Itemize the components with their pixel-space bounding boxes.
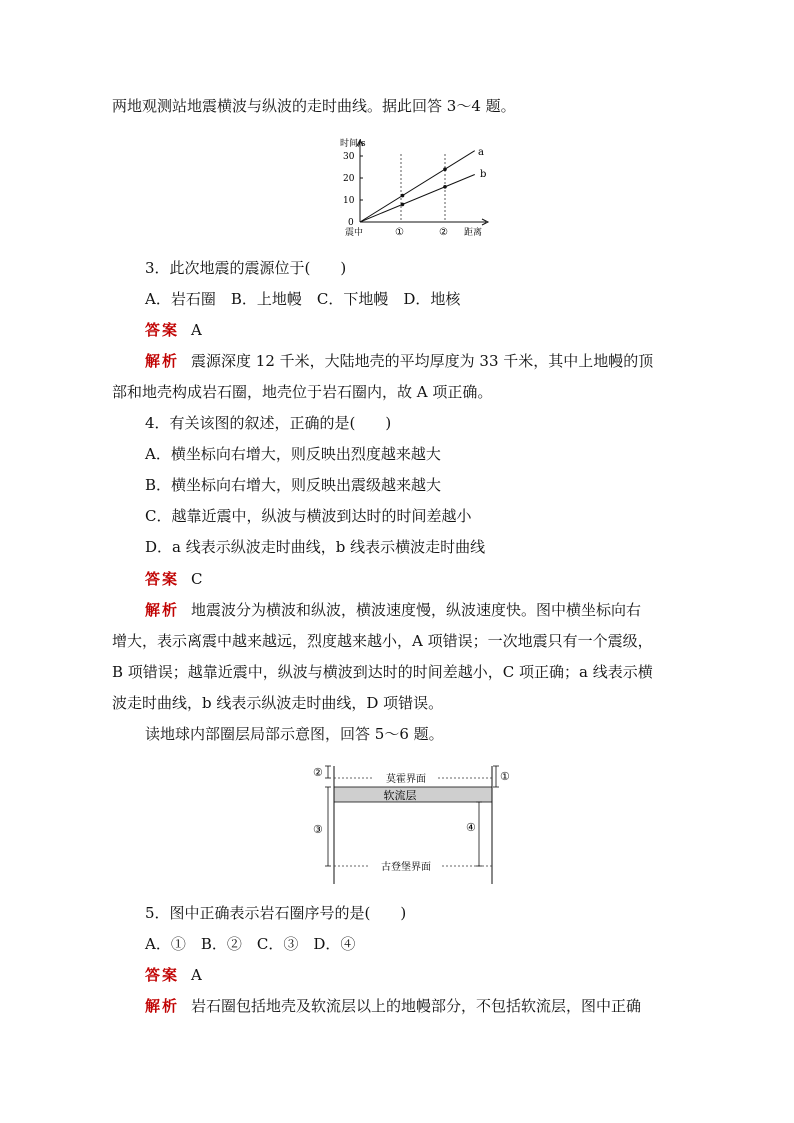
q4-option-c: C．越靠近震中，纵波与横波到达时的时间差越小 <box>145 507 472 525</box>
answer-label: 答案 <box>145 570 180 588</box>
x-axis-label: 距离 <box>464 228 483 238</box>
q3-stem: 3．此次地震的震源位于( ) <box>145 259 347 277</box>
travel-time-chart <box>328 134 498 244</box>
x-mark-2: ② <box>439 227 448 238</box>
intro-text-1: 两地观测站地震横波与纵波的走时曲线。据此回答 3～4 题。 <box>112 97 516 115</box>
answer-label: 答案 <box>145 966 180 984</box>
series-a-label: a <box>478 147 484 158</box>
q4-analysis-3: B 项错误；越靠近震中，纵波与横波到达时的时间差越小，C 项正确；a 线表示横 <box>112 663 653 681</box>
q4-analysis-4: 波走时曲线，b 线表示纵波走时曲线，D 项错误。 <box>112 694 444 712</box>
marker-4: ④ <box>466 821 476 834</box>
analysis-label: 解析 <box>145 352 180 370</box>
q5-analysis-1: 岩石圈包括地壳及软流层以上的地幔部分，不包括软流层，图中正确 <box>191 997 642 1015</box>
series-a-point <box>401 194 405 198</box>
y-tick-10: 10 <box>343 196 355 206</box>
q5-answer-row <box>145 965 202 985</box>
q4-analysis-row <box>145 600 641 620</box>
q4-option-d: D．a 线表示纵波走时曲线，b 线表示横波走时曲线 <box>145 538 486 556</box>
analysis-label: 解析 <box>145 997 180 1015</box>
q3-options: A．岩石圈 B．上地幔 C．下地幔 D．地核 <box>145 290 461 308</box>
q3-analysis-row <box>145 351 653 371</box>
q4-analysis-1: 地震波分为横波和纵波，横波速度慢，纵波速度快。图中横坐标向右 <box>191 601 642 619</box>
q5-options: A．① B．② C．③ D．④ <box>145 935 356 953</box>
y-axis-label: 时间/s <box>340 139 366 149</box>
q4-option-b: B．横坐标向右增大，则反映出震级越来越大 <box>145 476 442 494</box>
q4-answer-row <box>145 569 203 589</box>
asthenosphere-label: 软流层 <box>383 789 417 802</box>
moho-label: 莫霍界面 <box>386 774 426 785</box>
series-b-line <box>360 174 475 222</box>
answer-label: 答案 <box>145 321 180 339</box>
series-b-point <box>401 203 405 207</box>
q4-answer: C <box>191 570 203 588</box>
marker-2: ② <box>313 766 323 779</box>
q4-stem: 4．有关该图的叙述，正确的是( ) <box>145 414 392 432</box>
q5-analysis-row <box>145 996 641 1016</box>
x-mark-1: ① <box>395 227 404 238</box>
gutenberg-label: 古登堡界面 <box>381 862 431 873</box>
y-tick-20: 20 <box>343 174 355 184</box>
series-a-point <box>443 167 447 171</box>
q3-analysis-2: 部和地壳构成岩石圈，地壳位于岩石圈内，故 A 项正确。 <box>112 383 493 401</box>
y-tick-30: 30 <box>343 152 355 162</box>
y-tick-0: 0 <box>348 218 354 228</box>
marker-1: ① <box>500 770 510 783</box>
x-origin-label: 震中 <box>345 228 364 238</box>
q5-stem: 5．图中正确表示岩石圈序号的是( ) <box>145 904 407 922</box>
q3-answer-row <box>145 320 202 340</box>
series-b-label: b <box>480 169 487 180</box>
q5-answer: A <box>191 966 202 984</box>
q3-answer: A <box>191 321 202 339</box>
series-a-line <box>360 151 475 222</box>
analysis-label: 解析 <box>145 601 180 619</box>
series-b-point <box>443 185 447 189</box>
q4-option-a: A．横坐标向右增大，则反映出烈度越来越大 <box>145 445 441 463</box>
intro-text-2: 读地球内部圈层局部示意图，回答 5～6 题。 <box>145 725 444 743</box>
q4-analysis-2: 增大，表示离震中越来越远，烈度越来越小，A 项错误；一次地震只有一个震级， <box>112 632 653 650</box>
q3-analysis-1: 震源深度 12 千米，大陆地壳的平均厚度为 33 千米，其中上地幔的顶 <box>191 352 654 370</box>
marker-3: ③ <box>313 823 323 836</box>
guide-lines <box>401 154 445 222</box>
earth-layers-diagram <box>308 760 518 888</box>
